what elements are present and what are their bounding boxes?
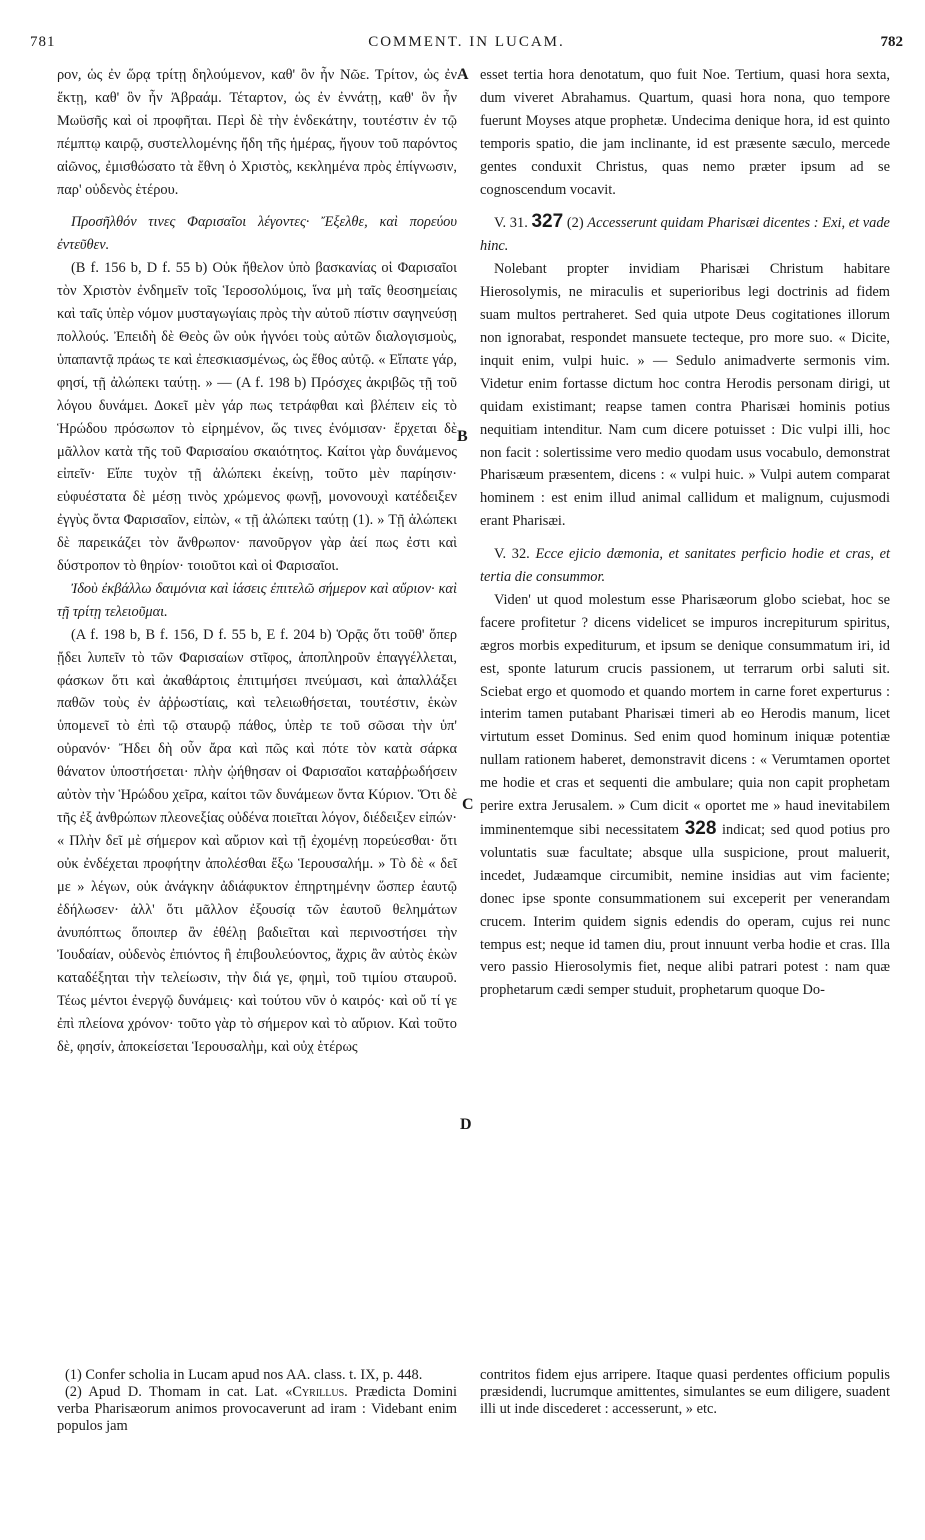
greek-paragraph-2-text: Οὐκ ἤθελον ὑπὸ βασκανίας οἱ Φαρισαῖοι τὸν Χριστὸν ἐνδημεῖν τοῖς Ἱεροσολύμοις, ἵνα μὴ ταῖς θεοσημείαις καὶ ταῖς ὑπὲρ νόμον μυσταγωγίαις πρὸς τὴν αὐτοῦ πίστιν σαγηνεύσῃ πολλούς. Ἐπειδὴ δὲ Θεὸς ὢν οὐκ ἠγνόει τοὺς αὐτῶν διαλογισμοὺς, ὑπαπαντᾷ πράως τε καὶ ἐπεσκιασμένως, ὡς ἔθος αὐτῷ. « Εἴπατε γάρ, φησί, τῇ ἀλώπεκι ταύτῃ. » — (A f. 198 b) Πρόσχες ἀκριβῶς τῇ τοῦ λόγου δυνάμει. Δοκεῖ μὲν γάρ πως τετράφθαι καὶ βλέπειν εἰς τὸ Ἡρώδου πρόσωπον τὸ εἰρημένον, ὥς τινες ἐνόμισαν· ἔρχεται δὲ μᾶλλον κατὰ τῆς τοῦ Φαρισαίου σκαιότητος. Καίτοι γὰρ δυνάμενος εἰπεῖν· Εἴπε τυχὸν τῇ ἀλώπεκι ἐκείνῃ, τοῦτο μὲν παρίησιν· εὐφυέστατα δὲ μέσῃ τινὸς χρώμενος φωνῇ, μονονουχὶ κατέδειξεν ἐγγὺς ὄντα Φαρισαῖον, εἰπὼν, « τῇ ἀλώπεκι ταύτῃ (1). » Τῇ ἀλώπεκι δὲ παρεικάζει τὸν ἄνθρωπον· πανοῦργον γὰρ ἀεί πως ἐστι καὶ δύστροπον τὸ θηρίον· τοιοῦτοι καὶ οἱ Φαρισαῖοι. (57, 260, 457, 575)
latin-paragraph-1: esset tertia hora denotatum, quo fuit Noe. Tertium, quasi hora sexta, dum viveret Abrahamus. Quartum, quasi hora nona, quo tempore fuerunt Moyses atque prophetæ. Undecima denique hora, id est quinto temporis spatio, die jam inclinante, id est præsente sæculo, mercede gentes conduxit Christus, quas nemo præter ipsum ad se cognoscendum vocavit. (480, 67, 890, 198)
footnote-2-start: (2) Apud D. Thomam in cat. Lat. « (65, 1384, 293, 1400)
footnote-2 (57, 1384, 457, 1435)
page-number-left: 781 (30, 34, 56, 50)
margin-letter-d: D (460, 1116, 472, 1133)
greek-source-ref-1: (B f. 156 b, D f. 55 b) (71, 260, 208, 277)
greek-paragraph-3 (57, 624, 457, 1059)
greek-lemma-1: Προσῆλθόν τινες Φαρισαῖοι λέγοντες· Ἔξελθε, καὶ πορεύου ἐντεῦθεν. (57, 214, 457, 254)
footnote-2-continuation: contritos fidem ejus arripere. Itaque quasi perdentes officium populis præsidendi, lucrumque amittentes, simulantes se eum diligere, suadent illi ut inde discederet : accesserunt, » etc. (480, 1367, 890, 1417)
greek-paragraph-2 (57, 257, 457, 578)
footnotes-right (480, 1367, 890, 1418)
greek-paragraph-3-text: Ὁρᾷς ὅτι τοῦθ' ὅπερ ᾔδει λυπεῖν τὸ τῶν Φαρισαίων στῖφος, ἀποπληροῦν ἐπαγγέλλεται, φάσκων ὅτι καὶ ἀκαθάρτοις ἐπιτιμήσει πνεύμασι, καὶ ἀπαλλάξει παθῶν τοὺς ἐν ἀῤῥωστίαις, καὶ τελειωθήσεται, τουτέστιν, ἑκὼν ὑπομενεῖ τὸ ἐπὶ τῷ σταυρῷ πάθος, ὑπὲρ τε τοῦ σῶσαι τὴν ὑπ' οὐρανόν· Ἤδει δὴ οὖν ἄρα καὶ πῶς καὶ πότε τὸν κατὰ σάρκα θάνατον ὑποστήσεται· πλὴν ᾠήθησαν οἱ Φαρισαῖοι καταῤῥωδήσειν αὐτὸν τὴν Ἡρώδου χεῖρα, καίτοι τῶν δυνάμεων ὄντα Κύριον. Ὅτι δὲ τῆς ἐξ ἀνθρώπων πλεονεξίας οὐδένα ποιεῖται λόγον, διέδειξεν εἰπών· « Πλὴν δεῖ μὲ σήμερον καὶ αὔριον καὶ τῇ ἐχομένῃ πορεύεσθαι· ὅτι οὐκ ἐνδέχεται προφήτην ἀπολέσθαι ἔξω Ἱερουσαλήμ. » Τὸ δὲ « δεῖ με » λέγων, οὐκ ἀνάγκην ἀδιάφυκτον ἐπηρτημένην ὥσπερ ἑαυτῷ ἐδήλωσεν· ἀλλ' ὅτι μᾶλλον ἐξουσίᾳ τῶν ἑαυτοῦ θελημάτων ἀνυπόπτως ὅποιπερ ἂν ἐθέλῃ βαδιεῖται καὶ περινοστήσει τὴν Ἰουδαίαν, οὐδενὸς ἐπιόντος ἢ ἐπιβουλεύοντος, ἄχρις ἂν αὐτὸς ἑκὼν καταδέξηται τὴν τελείωσιν, τὴν διά γε, φημὶ, τοῦ τιμίου σταυροῦ. Τέως μέντοι ἐνεργῷ δυνάμεις· καὶ τούτου νῦν ὁ καιρός· καὶ οὔ τί γε ἐπὶ πλείονα χρόνον· τοῦτο γὰρ τὸ σήμερον καὶ τὸ αὔριον. Καὶ τοῦτο δὲ, φησίν, ἀποκείσεται Ἱερουσαλὴμ, καὶ οὐχ ἑτέρως (57, 626, 457, 1056)
greek-lemma-2: Ἰδοὺ ἐκβάλλω δαιμόνια καὶ ἰάσεις ἐπιτελῶ σήμερον καὶ αὔριον· καὶ τῇ τρίτῃ τελειοῦμαι. (57, 580, 457, 620)
latin-verse-31-heading (480, 211, 890, 258)
latin-column (480, 64, 890, 1002)
greek-source-ref-2: (A f. 198 b, B f. 156, D f. 55 b, E f. 204 b) (71, 626, 332, 643)
page-header (30, 34, 903, 56)
verse-32-lemma: Ecce ejicio dæmonia, et sanitates perficio hodie et cras, et tertia die consummor. (480, 546, 890, 586)
footnote-1: (1) Confer scholia in Lucam apud nos AA. class. t. IX, p. 448. (65, 1367, 423, 1383)
margin-letter-c: C (462, 796, 474, 813)
latin-paragraph-2: Nolebant propter invidiam Pharisæi Christum habitare Hierosolymis, ne miraculis et superioribus legi doctrinis ad fidem suam multos pertraheret. Sed quia utpote Deus cogitationes illorum non ignorabat, respondet mansuete tecteque, pro more suo. « Dicite, inquit enim, vulpi huic. » — Sedulo animadverte sermonis vim. Videtur enim fortasse dictum hoc contra Herodis personam dirigi, ut quidam existimant; reapse tamen contra Pharisæi hominis potius nequitiam intenditur. Nam cum dicere potuisset : Dic vulpi illi, hoc non facit : solertissime vero medio quodam usus vocabulo, demonstrat Pharisæum præsentem, dicens : « vulpi huic. » Vulpi autem comparat hominem : est enim illud animal callidum et malignum, cujusmodi erant Pharisæi. (480, 261, 890, 530)
latin-paragraph-3a: Viden' ut quod molestum esse Pharisæorum globo sciebat, hoc se facere profitetur ? dicens videlicet se impuros increpiturum spiritus, ægros morbis expediturum, et ipsum se denique consummatum iri, id est, sponte laturum crucis passionem, ut terrarum orbi saluti sit. Sciebat ergo et quomodo et quando mortem in carne foret experturus : interim tamen putabant Pharisæi timeri ab eo Herodis manum, licet virtutum esset Dominus. Sed enim quod hominum iniquæ potentiæ nullam rationem haberet, demonstravit dicens : « Verumtamen oportet me hodie et cras et sequenti die ambulare; quia non capit prophetam perire extra Jerusalem. » Cum dicit « oportet me » haud inevitabilem imminentemque sibi necessitatem (480, 591, 890, 838)
margin-letter-a: A (457, 66, 469, 83)
footnote-2-author: Cyrillus (292, 1384, 345, 1400)
verse-31-lemma: Accesserunt quidam Pharisæi dicentes : Exi, et vade hinc. (480, 215, 890, 255)
verse-31-note-ref: (2) (566, 215, 584, 232)
verse-31-label: V. 31. (494, 215, 528, 232)
latin-paragraph-3b: indicat; sed quod potius pro voluntatis suæ facultate; absque ulla suspicione, prout maluerit, incedet, Judæamque circumibit, nemine insidias aut vim faciente; donec ipse sponte consummationem sui exceperit per venerandam crucem. Interim quidem signis edendis do operam, cujus rei nunc tempus est; neque id tamen diu, prout innuunt verba hodie et cras. Illa vero passio Hierosolymis fiet, neque alibi patrari potest : nam quæ prophetarum cædi semper studuit, prophetarum quoque Do- (480, 822, 890, 999)
latin-verse-32-heading (480, 543, 890, 589)
page-number-right: 782 (880, 34, 903, 50)
footnote-2-rest: . Prædicta Domini verba Pharisæorum animos provocaverunt ad iram : Videbant enim populos jam (57, 1384, 457, 1434)
greek-paragraph-1: ρον, ὡς ἐν ὥρᾳ τρίτῃ δηλούμενον, καθ' ὃν ἦν Νῶε. Τρίτον, ὡς ἐν ἕκτῃ, καθ' ὃν ἦν Ἀβραάμ. Τέταρτον, ὡς ἐν ἐννάτῃ, καθ' ὃν ἦν Μωϋσῆς καὶ οἱ προφῆται. Περὶ δὲ τὴν ἑνδεκάτην, τουτέστιν ἐν τῷ πέμπτῳ καιρῷ, συστελλομένης ἤδη τῆς ἡμέρας, ἤγουν τοῦ παρόντος αἰῶνος, ἐμισθώσατο τὰ ἔθνη ὁ Χριστὸς, κεκλημένα πρὸς ἐπίγνωσιν, παρ' οὐδενὸς ἑτέρου. (57, 67, 457, 198)
page-marker-327: 327 (531, 211, 564, 233)
verse-32-label: V. 32. (494, 546, 530, 563)
latin-paragraph-3 (480, 589, 890, 1002)
footnotes-left (57, 1367, 457, 1435)
page-marker-328: 328 (684, 818, 717, 839)
margin-letter-b: B (457, 428, 468, 445)
greek-column (57, 64, 457, 1059)
running-title: COMMENT. IN LUCAM. (368, 34, 565, 50)
